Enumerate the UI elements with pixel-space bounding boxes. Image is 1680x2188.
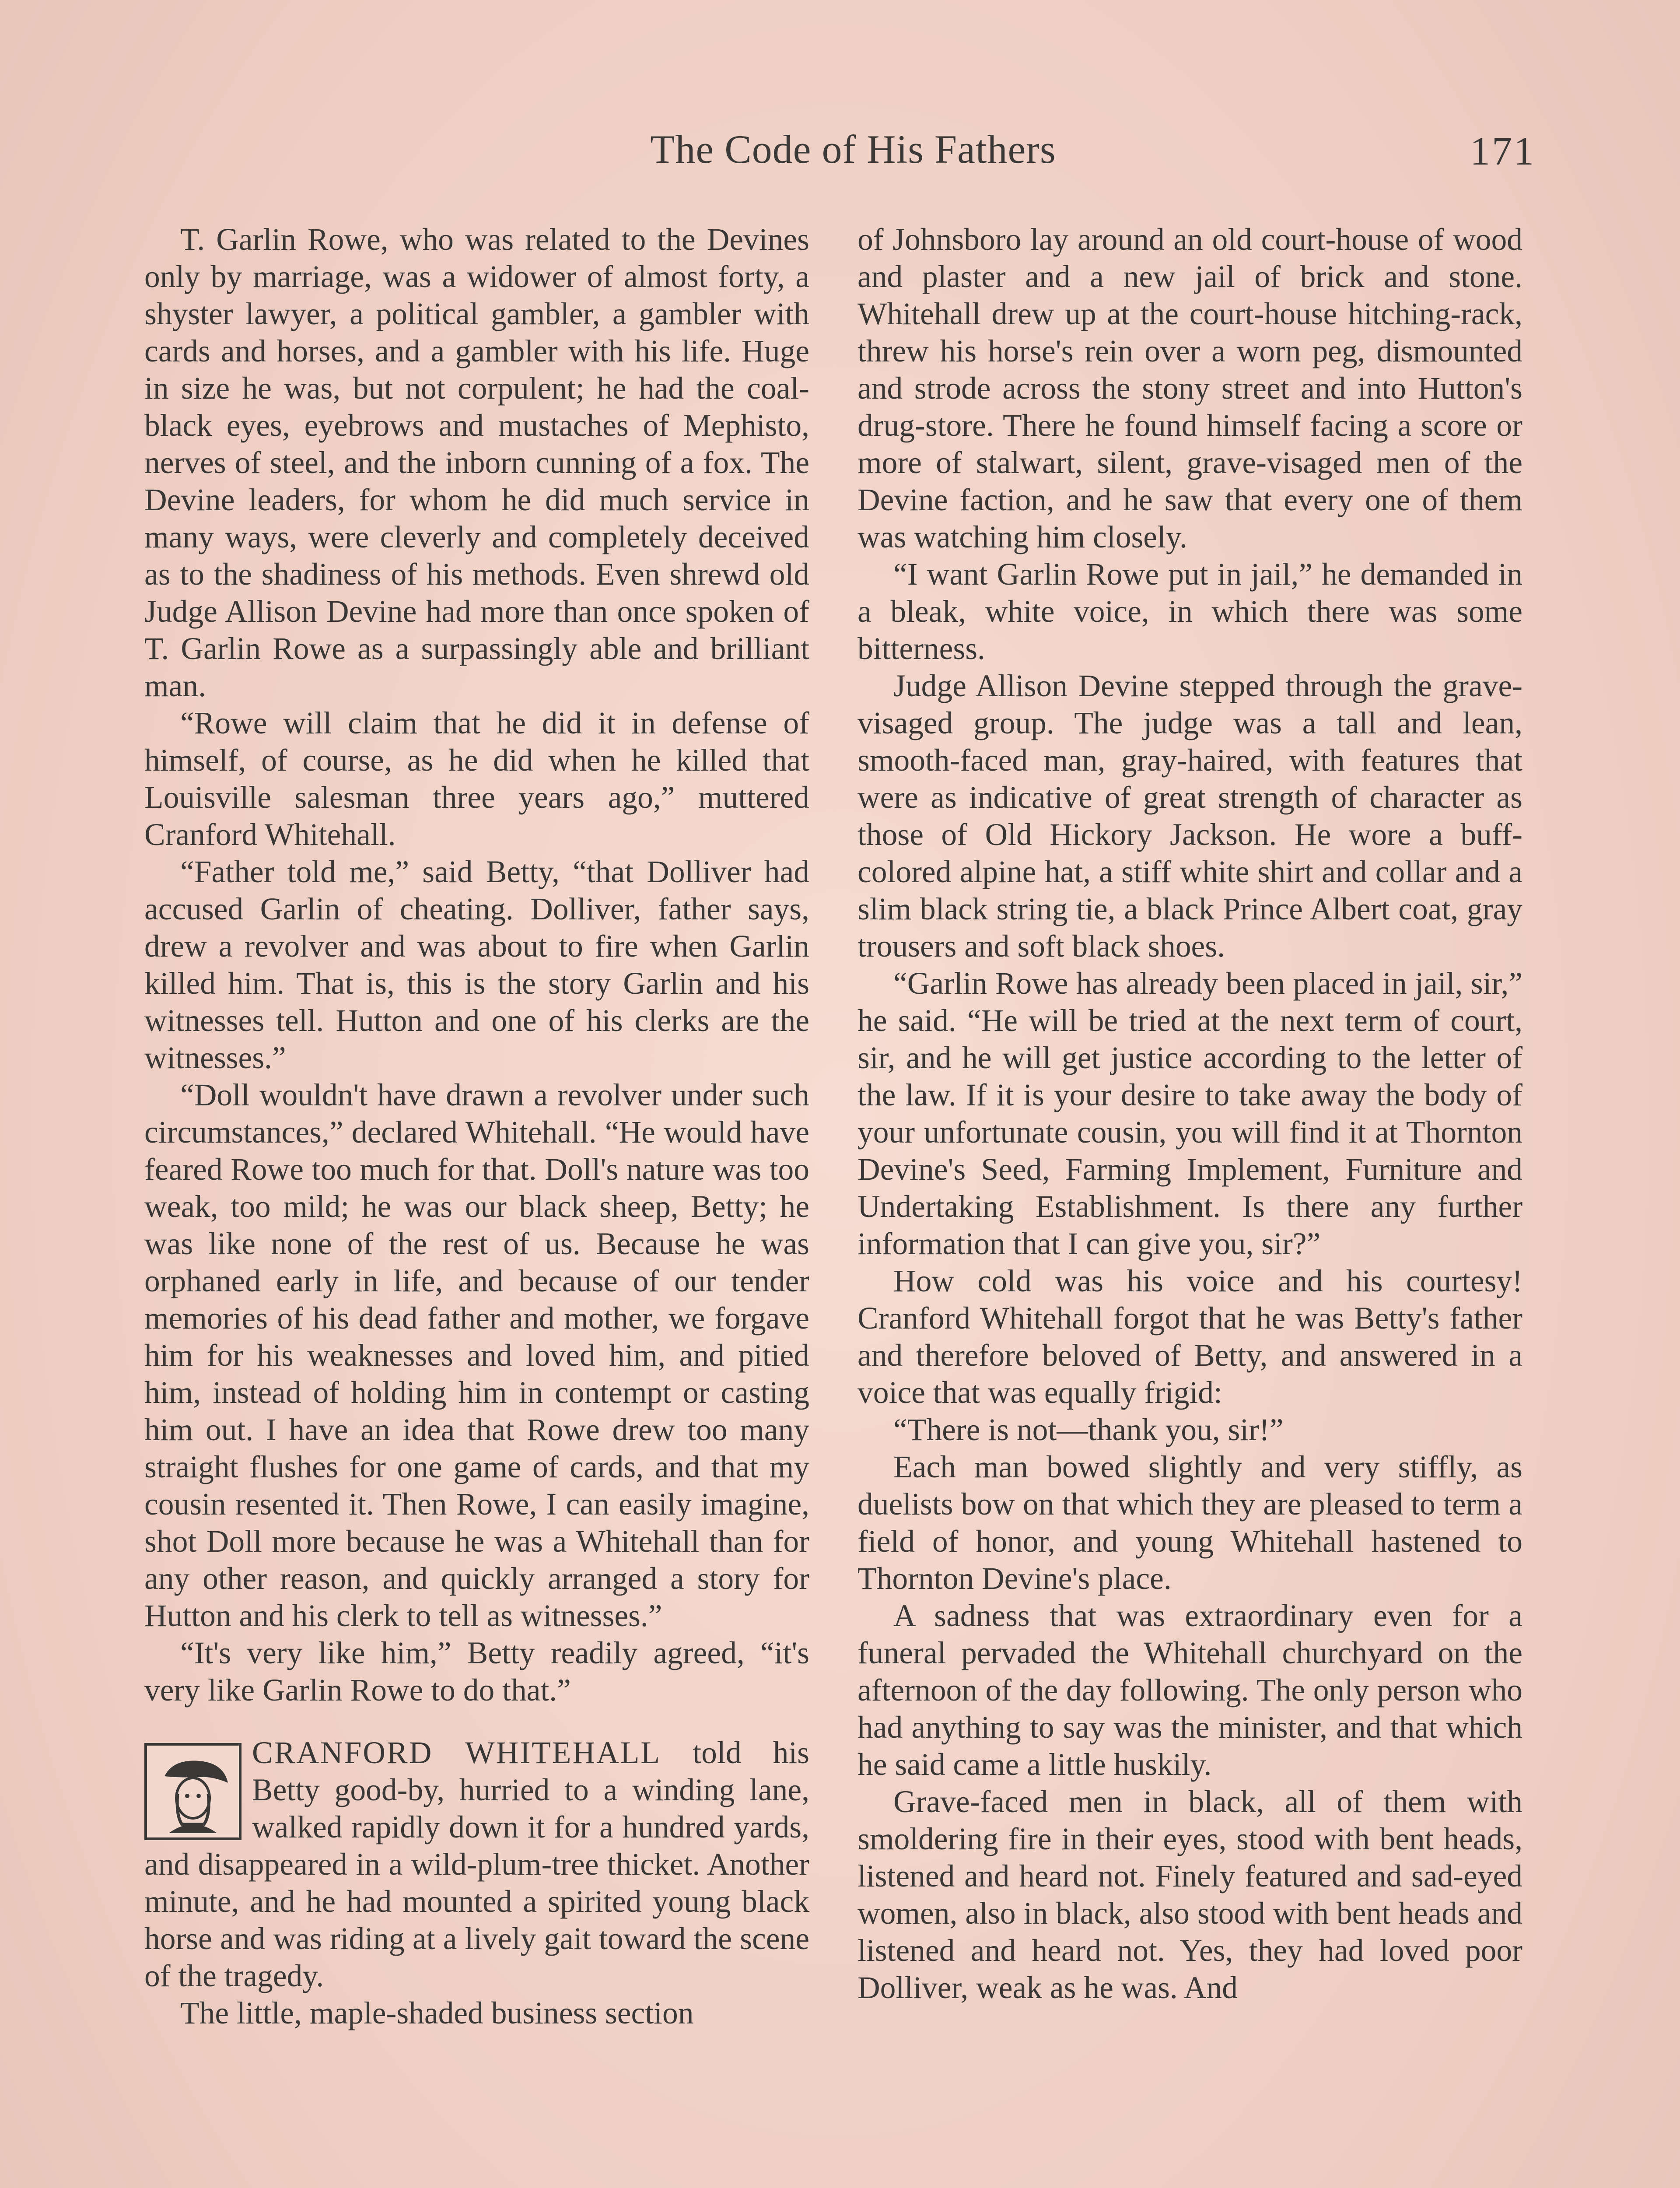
right-text-column [858, 221, 1522, 2188]
paragraph: A sadness that was extraordinary even for a funeral pervaded the Whitehall churchyard on the afternoon of the day following. The only person who had anything to say was the minister, and that which he said came a little huskily. [858, 1599, 1522, 1782]
paragraph: Each man bowed slightly and very stiffly, as duelists bow on that which they are pleased to term a field of honor, and young Whitehall hastened to Thornton Devine's place. [858, 1450, 1522, 1596]
paragraph: “I want Garlin Rowe put in jail,” he demanded in a bleak, white voice, in which there was some bitterness. [858, 557, 1522, 666]
paragraph: Judge Allison Devine stepped through the grave-visaged group. The judge was a tall and lean, smooth-faced man, gray-haired, with features that were as indicative of great strength of character as those of Old Hickory Jackson. He wore a buff-colored alpine hat, a stiff white shirt and collar and a slim black string tie, a black Prince Albert coat, gray trousers and soft black shoes. [858, 669, 1522, 964]
running-title: The Code of His Fathers [650, 127, 1056, 172]
paragraph: “There is not—thank you, sir!” [893, 1413, 1284, 1447]
section-break [144, 1709, 809, 1734]
paragraph [144, 1734, 809, 1995]
paragraph: of Johnsboro lay around an old court-house of wood and plaster and a new jail of brick and stone. Whitehall drew up at the court-house hitching-rack, threw his horse's rein over a worn peg, dismounted and strode across the stony street and into Hutton's drug-store. There he found himself facing a score or more of stalwart, silent, grave-visaged men of the Devine faction, and he saw that every one of them was watching him closely. [858, 222, 1522, 554]
paragraph-text: told his Betty good-by, hurried to a winding lane, walked rapidly down it for a hundred yards, and disappeared in a wild-plum-tree thicket. Another minute, and he had mounted a spirited young black horse and was riding at a lively gait toward the scene of the tragedy. [144, 1736, 809, 1993]
paragraph: The little, maple-shaded business section [180, 1996, 694, 2030]
portrait-vignette-icon [144, 1743, 242, 1840]
paragraph: T. Garlin Rowe, who was related to the Devines only by marriage, was a widower of almost forty, a shyster lawyer, a political gambler, a gambler with cards and horses, and a gambler with his life. Huge in size he was, but not corpulent; he had the coal-black eyes, eyebrows and mustaches of Mephisto, nerves of steel, and the inborn cunning of a fox. The Devine leaders, for whom he did much service in many ways, were cleverly and completely deceived as to the shadiness of his methods. Even shrewd old Judge Allison Devine had more than once spoken of T. Garlin Rowe as a surpassingly able and brilliant man. [144, 222, 809, 703]
paragraph: “Doll wouldn't have drawn a revolver under such circumstances,” declared Whitehall. “He would have feared Rowe too much for that. Doll's nature was too weak, too mild; he was our black sheep, Betty; he was like none of the rest of us. Because he was orphaned early in life, and because of our tender memories of his dead father and mother, we forgave him for his weaknesses and loved him, and pitied him, instead of holding him in contempt or casting him out. I have an idea that Rowe drew too many straight flushes for one game of cards, and that my cousin resented it. Then Rowe, I can easily imagine, shot Doll more because he was a Whitehall than for any other reason, and quickly arranged a story for Hutton and his clerk to tell as witnesses.” [144, 1078, 809, 1633]
paragraph: How cold was his voice and his courtesy! Cranford Whitehall forgot that he was Betty's father and therefore beloved of Betty, and answered in a voice that was equally frigid: [858, 1264, 1522, 1410]
paragraph: “Rowe will claim that he did it in defense of himself, of course, as he did when he killed that Louisville salesman three years ago,” muttered Cranford Whitehall. [144, 706, 809, 852]
paragraph: Grave-faced men in black, all of them with smoldering fire in their eyes, stood with bent heads, listened and heard not. Finely featured and sad-eyed women, also in black, also stood with bent heads and listened and heard not. Yes, they had loved poor Dolliver, weak as he was. And [858, 1785, 1522, 2005]
left-text-column [144, 221, 809, 2188]
section-opening [144, 1734, 809, 1995]
lead-small-caps: CRANFORD WHITEHALL [252, 1736, 662, 1770]
paragraph: “It's very like him,” Betty readily agreed, “it's very like Garlin Rowe to do that.” [144, 1636, 809, 1708]
paragraph: “Garlin Rowe has already been placed in jail, sir,” he said. “He will be tried at the next term of court, sir, and he will get justice according to the letter of the law. If it is your desire to take away the body of your unfortunate cousin, you will find it at Thornton Devine's Seed, Farming Implement, Furniture and Undertaking Establishment. Is there any further information that I can give you, sir?” [858, 966, 1522, 1261]
paragraph: “Father told me,” said Betty, “that Dolliver had accused Garlin of cheating. Dolliver, father says, drew a revolver and was about to fire when Garlin killed him. That is, this is the story Garlin and his witnesses tell. Hutton and one of his clerks are the witnesses.” [144, 855, 809, 1075]
page-number: 171 [1470, 129, 1536, 173]
